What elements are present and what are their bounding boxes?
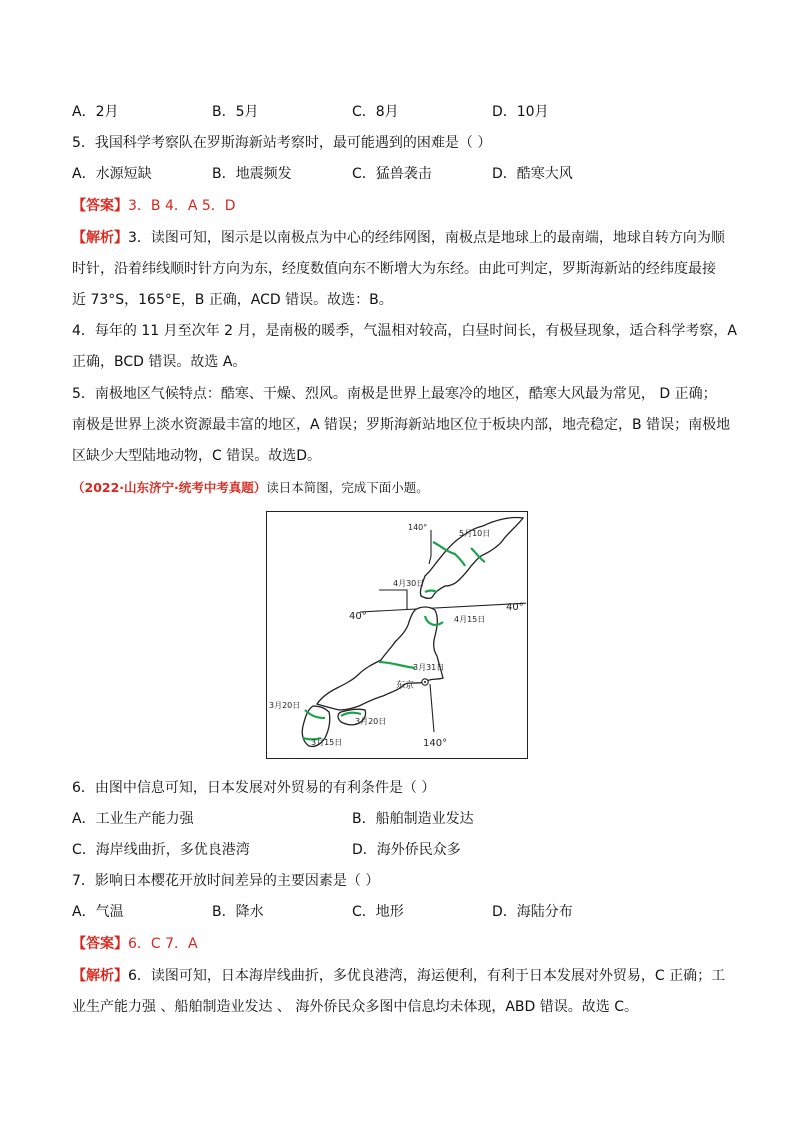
analysis-line: 时针，沿着纬线顺时针方向为东，经度数值向东不断增大为东经。由此可判定，罗斯海新站的经纬度最接	[72, 261, 716, 277]
q6-option-a[interactable]: A．工业生产能力强	[72, 811, 194, 827]
analysis-text: 3．读图可知，图示是以南极点为中心的经纬网图，南极点是地球上的最南端，地球自转方向为顺	[128, 230, 725, 246]
label-lon140-bottom: 140°	[423, 738, 448, 749]
label-apr30: 4月30日	[393, 579, 425, 588]
answer-text: 3．B 4．A 5．D	[128, 198, 236, 214]
source-tag: （2022·山东济宁·统考中考真题）	[72, 480, 267, 495]
source-instruction: 读日本简图，完成下面小题。	[266, 480, 429, 495]
label-apr15: 4月15日	[454, 615, 486, 624]
tokyo-marker-dot	[424, 681, 426, 683]
q6-option-c[interactable]: C．海岸线曲折，多优良港湾	[72, 842, 250, 858]
analysis-line: 业生产能力强 、船舶制造业发达 、 海外侨民众多图中信息均未体现，ABD 错误。故选 C。	[72, 999, 638, 1015]
analysis-text: 6．读图可知，日本海岸线曲折，多优良港湾，海运便利，有利于日本发展对外贸易，C 正确；工	[128, 968, 726, 984]
analysis-line	[72, 228, 725, 248]
q4-option-a[interactable]: A．2月	[72, 104, 119, 120]
q7-stem: 7．影响日本樱花开放时间差异的主要因素是（ ）	[72, 873, 380, 889]
label-mar15: 3月15日	[311, 738, 343, 747]
analysis-line: 5．南极地区气候特点：酷寒、干燥、烈风。南极是世界上最寒冷的地区，酷寒大风最为常见， D 正确；	[72, 386, 717, 402]
q6-option-d[interactable]: D．海外侨民众多	[352, 842, 461, 858]
q5-option-b[interactable]: B．地震频发	[212, 166, 292, 182]
label-mar20-west: 3月20日	[269, 701, 301, 710]
q6-stem: 6．由图中信息可知，日本发展对外贸易的有利条件是（ ）	[72, 780, 436, 796]
q4-option-d[interactable]: D．10月	[492, 104, 549, 120]
q7-option-a[interactable]: A．气温	[72, 904, 124, 920]
leader-apr30	[379, 590, 407, 610]
analysis-line: 正确，BCD 错误。故选 A。	[72, 354, 247, 370]
q5-option-c[interactable]: C．猛兽袭击	[352, 166, 432, 182]
analysis-line: 区缺少大型陆地动物，C 错误。故选D。	[72, 448, 322, 464]
q4-option-c[interactable]: C．8月	[352, 104, 399, 120]
japan-map-svg	[267, 512, 526, 757]
q7-option-b[interactable]: B．降水	[212, 904, 264, 920]
honshu-island	[317, 607, 443, 710]
q7-option-d[interactable]: D．海陆分布	[492, 904, 573, 920]
analysis-tag: 【解析】	[72, 230, 128, 246]
question-source	[72, 478, 429, 498]
meridian-140-south	[430, 684, 434, 732]
label-tokyo: 东京	[396, 681, 415, 691]
label-lon140-top: 140°	[408, 523, 428, 532]
analysis-tag: 【解析】	[72, 968, 128, 984]
answer-block-2	[72, 934, 198, 954]
answer-tag: 【答案】	[72, 198, 128, 214]
answer-text: 6．C 7．A	[128, 936, 198, 952]
q5-option-d[interactable]: D．酷寒大风	[492, 166, 573, 182]
label-mar31: 3月31日	[413, 663, 445, 672]
answer-block-1	[72, 196, 236, 216]
analysis-line: 近 73°S，165°E，B 正确，ACD 错误。故选：B。	[72, 292, 393, 308]
label-may10: 5月10日	[459, 529, 491, 538]
q4-option-b[interactable]: B．5月	[212, 104, 259, 120]
q5-option-a[interactable]: A．水源短缺	[72, 166, 152, 182]
analysis-line: 4．每年的 11 月至次年 2 月，是南极的暖季，气温相对较高，白昼时间长，有极昼现象，适合科学考察，A	[72, 323, 738, 339]
label-lat40-right: 40°	[506, 602, 524, 613]
q7-option-c[interactable]: C．地形	[352, 904, 404, 920]
meridian-140-north	[429, 530, 431, 564]
q6-option-b[interactable]: B．船舶制造业发达	[352, 811, 474, 827]
q5-stem: 5．我国科学考察队在罗斯海新站考察时，最可能遇到的困难是（ ）	[72, 135, 492, 151]
label-mar20-east: 3月20日	[355, 717, 387, 726]
answer-tag: 【答案】	[72, 936, 128, 952]
label-lat40-left: 40°	[349, 611, 367, 622]
parallel-40	[360, 603, 526, 612]
japan-map	[266, 511, 528, 759]
analysis-line	[72, 966, 725, 986]
analysis-line: 南极是世界上淡水资源最丰富的地区，A 错误；罗斯海新站地区位于板块内部，地壳稳定，B 错误；南极地	[72, 417, 731, 433]
